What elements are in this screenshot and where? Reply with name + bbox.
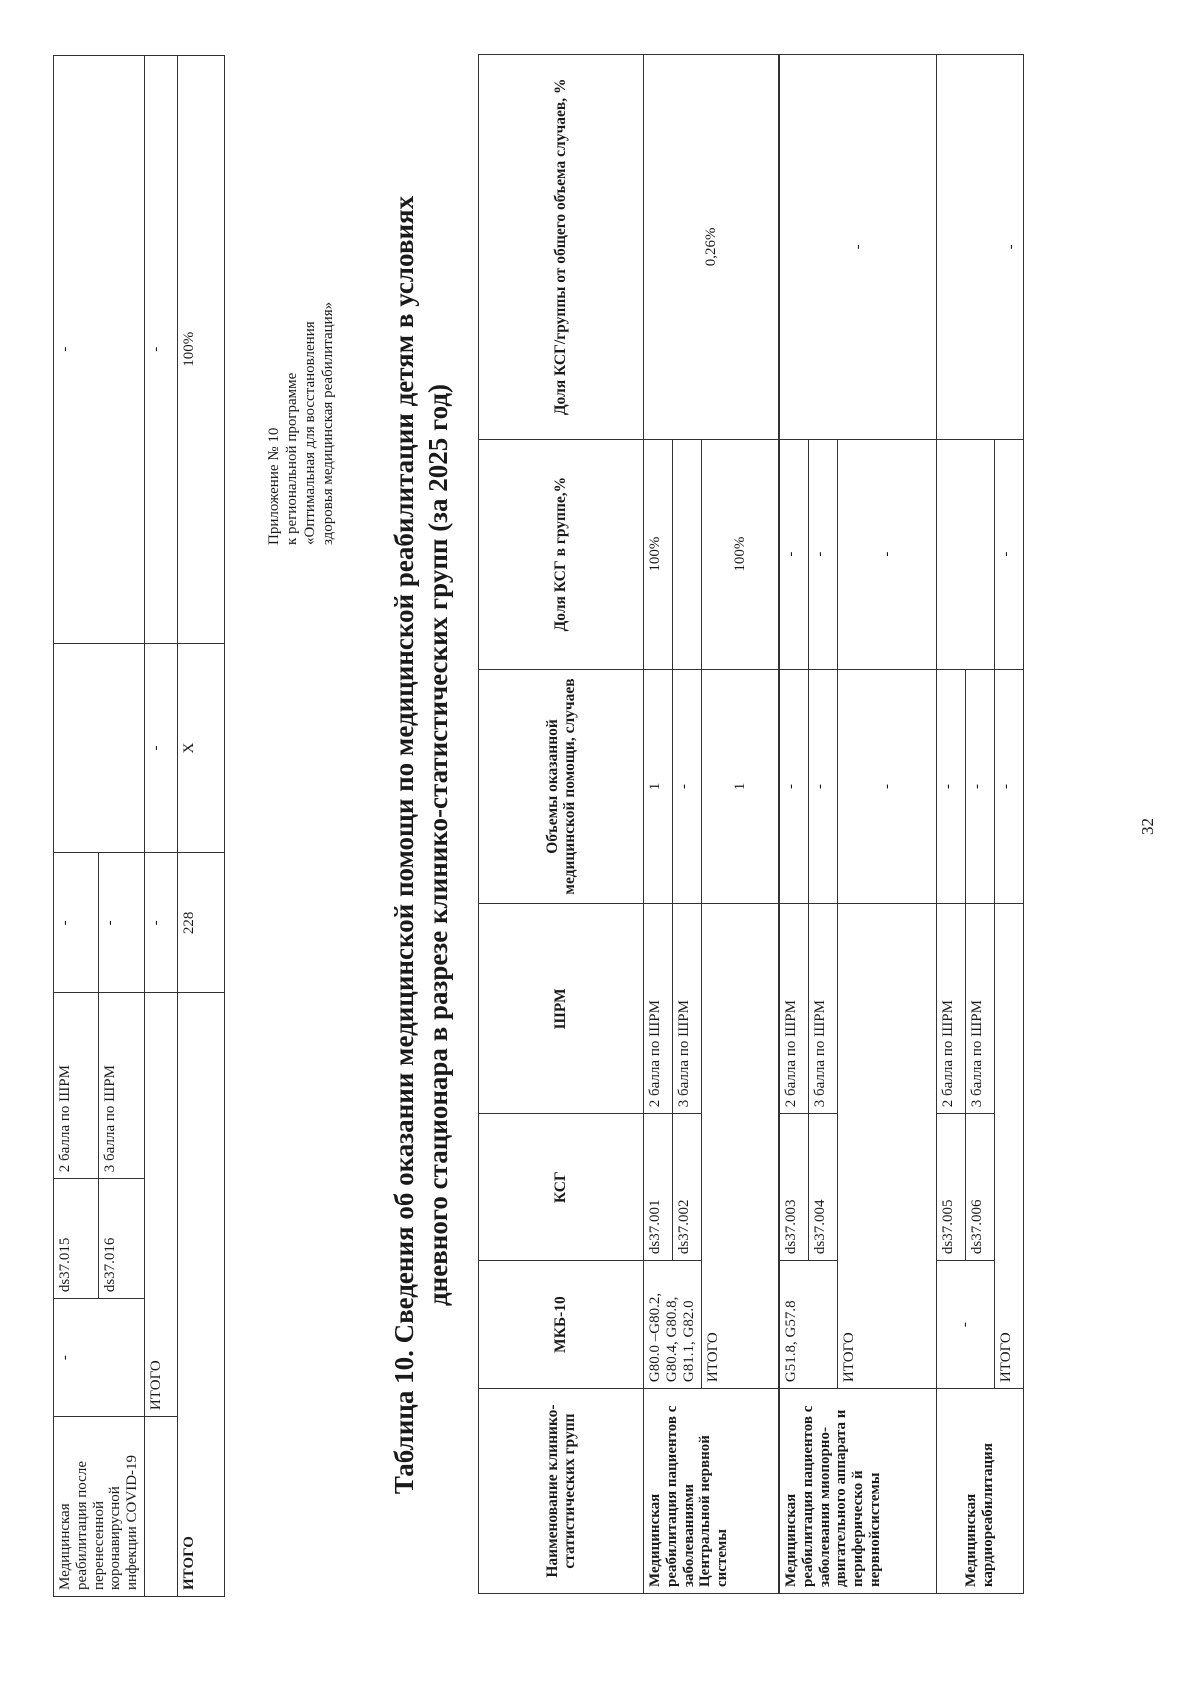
share-total-cell: -	[780, 55, 937, 440]
volume-cell: -	[54, 853, 99, 993]
shrm-cell: 2 балла по ШРМ	[644, 904, 673, 1114]
empty-cell	[144, 1417, 177, 1597]
volume-cell: 1	[644, 669, 673, 904]
table-row	[144, 56, 177, 1597]
header-share-total: Доля КСГ/группы от общего объема случаев, %	[479, 55, 644, 440]
mkb-cell: -	[937, 1261, 995, 1389]
ksg-cell: ds37.003	[780, 1114, 809, 1261]
ksg-cell: ds37.004	[809, 1114, 838, 1261]
volume-cell: -	[966, 669, 995, 904]
share-total-cell: -	[54, 56, 145, 644]
shrm-cell: 2 балла по ШРМ	[54, 993, 99, 1179]
group-name: Медицинская кардиореабилитация	[937, 1389, 1024, 1594]
itogo-label: ИТОГО	[177, 993, 224, 1597]
volume-cell: -	[673, 669, 702, 904]
volume-cell: -	[995, 669, 1024, 904]
shrm-cell: 2 балла по ШРМ	[937, 904, 966, 1114]
ksg-cell: ds37.016	[99, 1179, 145, 1299]
header-name: Наименование клинико-статистических групп	[479, 1389, 644, 1594]
share-group-cell: -	[838, 439, 937, 669]
table-row	[644, 55, 673, 1594]
volume-cell: -	[838, 669, 937, 904]
itogo-label: ИТОГО	[838, 904, 937, 1389]
share-total-cell: -	[144, 56, 177, 644]
main-table	[478, 54, 1024, 1594]
volume-cell: -	[809, 669, 838, 904]
page-number: 32	[1138, 818, 1157, 835]
share-group-cell: Х	[177, 643, 224, 853]
continuation-table	[53, 55, 225, 1597]
share-total-cell: 100%	[177, 56, 224, 644]
share-total-cell: 0,26%	[644, 55, 779, 440]
ksg-cell: ds37.005	[937, 1114, 966, 1261]
ksg-cell: ds37.002	[673, 1114, 702, 1261]
table-row	[177, 56, 224, 1597]
appendix-line: здоровья медицинская реабилитация»	[320, 301, 336, 545]
group-name: Медицинская реабилитация пациентов с заболеваниями Центральной нервной системы	[644, 1389, 779, 1594]
header-share-group: Доля КСГ в группе,%	[479, 439, 644, 669]
itogo-label: ИТОГО	[144, 993, 177, 1417]
share-group-cell	[54, 643, 145, 853]
shrm-cell: 2 балла по ШРМ	[780, 904, 809, 1114]
group-name: Медицинская реабилитация после перенесенной коронавирусной инфекции COVID-19	[54, 1417, 145, 1597]
itogo-label: ИТОГО	[702, 904, 779, 1389]
header-shrm: ШРМ	[479, 904, 644, 1114]
header-ksg: КСГ	[479, 1114, 644, 1261]
mkb-cell: G80.0 –G80.2, G80.4, G80.8, G81.1, G82.0	[644, 1261, 702, 1389]
itogo-label: ИТОГО	[995, 904, 1024, 1389]
volume-cell: -	[99, 853, 145, 993]
ksg-cell: ds37.006	[966, 1114, 995, 1261]
share-total-cell: -	[937, 55, 1024, 440]
appendix-note	[265, 105, 337, 545]
mkb-cell: G51.8, G57.8	[780, 1261, 838, 1389]
header-row	[479, 55, 644, 1594]
shrm-cell: 3 балла по ШРМ	[966, 904, 995, 1114]
appendix-line: «Оптимальная для восстановления	[302, 321, 318, 545]
header-mkb: МКБ-10	[479, 1261, 644, 1389]
table-row	[780, 55, 809, 1594]
title-line: дневного стационара в разрезе клинико-статистических групп (за 2025 год)	[422, 384, 453, 1307]
share-group-cell	[937, 439, 995, 669]
mkb-cell: -	[54, 1299, 145, 1417]
shrm-cell: 3 балла по ШРМ	[673, 904, 702, 1114]
volume-cell: 1	[702, 669, 779, 904]
group-name: Медицинская реабилитация пациентов с заболевания миопорно-двигательного аппарата и периферическо й нервнойсистемы	[780, 1389, 937, 1594]
volume-cell: 228	[177, 853, 224, 993]
volume-cell: -	[937, 669, 966, 904]
appendix-line: Приложение № 10	[266, 427, 282, 545]
share-group-cell	[673, 439, 702, 669]
appendix-line: к региональной программе	[284, 372, 300, 545]
header-volume: Объемы оказанной медицинской помощи, случаев	[479, 669, 644, 904]
share-group-cell: -	[809, 439, 838, 669]
share-group-cell: -	[780, 439, 809, 669]
volume-cell: -	[144, 853, 177, 993]
table-row	[54, 56, 99, 1597]
ksg-cell: ds37.001	[644, 1114, 673, 1261]
volume-cell: -	[780, 669, 809, 904]
table-row	[937, 55, 966, 1594]
title-line: Таблица 10. Сведения об оказании медицинской помощи по медицинской реабилитации детям в условиях	[389, 195, 419, 1495]
shrm-cell: 3 балла по ШРМ	[99, 993, 145, 1179]
shrm-cell: 3 балла по ШРМ	[809, 904, 838, 1114]
share-group-cell: 100%	[644, 439, 673, 669]
share-group-cell: -	[995, 439, 1024, 669]
share-group-cell: 100%	[702, 439, 779, 669]
ksg-cell: ds37.015	[54, 1179, 99, 1299]
share-group-cell: -	[144, 643, 177, 853]
table-title	[388, 95, 456, 1595]
